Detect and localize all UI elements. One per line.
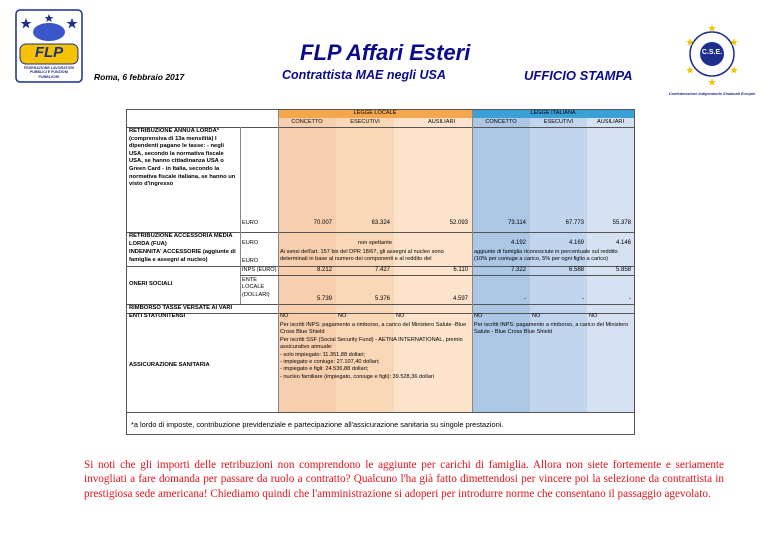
value-retribuzione-it-concetto: 73.114: [508, 220, 526, 226]
value-accessoria-it-ausiliari: 4.146: [615, 240, 631, 246]
table-footnote: *a lordo di imposte, contribuzione previdenziale e partecipazione all'assicurazione sanitaria su singole prestazioni.: [131, 420, 504, 429]
rule-oneri-mid: [240, 275, 634, 276]
value-rimborso-it-ausiliari: NO: [589, 313, 598, 319]
value-oneri-inps-local-esecutivi: 7.427: [374, 267, 390, 273]
office-label: UFFICIO STAMPA: [524, 68, 633, 83]
value-retribuzione-local-concetto: 70.007: [313, 220, 332, 226]
assicurazione-local-text: [280, 322, 470, 381]
page-subtitle: Contrattista MAE negli USA: [282, 68, 446, 82]
row-label-assicurazione: ASSICURAZIONE SANITARIA: [129, 362, 210, 368]
col-header-it-esecutivi: ESECUTIVI: [543, 119, 574, 125]
col-header-it-concetto: CONCETTO: [485, 119, 517, 125]
value-oneri-ente-local-ausiliari: 4.597: [452, 296, 468, 302]
value-rimborso-it-esecutivi: NO: [532, 313, 541, 319]
cse-logo: [664, 6, 760, 102]
assicurazione-local-line-2: Per iscritti SSF (Social Security Fund) - AETNA INTERNATIONAL, premio assicurativo annuale:: [280, 336, 463, 351]
document-date: Roma, 6 febbraio 2017: [94, 72, 185, 82]
row-label-retribuzione: RETRIBUZIONE ANNUA LORDA* (comprensiva di 13a mensilità) I dipendenti pagano le tasse: - negli USA, secondo la normativa fiscale USA, se hanno cittadinanza USA o Green Card - in Italia, secondo la normativa fiscale italiana, se hanno un visto d'ingresso: [129, 128, 236, 188]
value-oneri-inps-it-concetto: 7.322: [510, 267, 526, 273]
flp-logo: [14, 8, 84, 84]
value-retribuzione-local-ausiliari: 52.093: [449, 220, 468, 226]
col-header-local-ausiliari: AUSILIARI: [428, 119, 456, 125]
assicurazione-local-line-4: - impiegato e coniuge: 27.107,40 dollari;: [280, 359, 380, 366]
cse-logo-text: C.S.E.: [701, 49, 723, 56]
assicurazione-local-line-6: - nucleo familiare (impiegato, coniuge e figli): 39.528,36 dollari: [280, 373, 434, 380]
unit-accessoria: EURO: [242, 240, 259, 246]
value-retribuzione-local-esecutivi: 63.324: [371, 220, 390, 226]
col-header-local-esecutivi: ESECUTIVI: [350, 119, 380, 125]
value-retribuzione-it-esecutivi: 67.773: [565, 220, 584, 226]
col-header-local-concetto: CONCETTO: [291, 119, 323, 125]
value-oneri-inps-local-concetto: 8.212: [316, 267, 332, 273]
value-oneri-inps-it-ausiliari: 5.858: [615, 267, 631, 273]
value-accessoria-it-esecutivi: 4.169: [568, 240, 584, 246]
row-label-indennita: INDENNITA' ACCESSORIE (aggiunte di famiglia e assegni al nucleo): [129, 249, 236, 263]
row-label-rimborso: RIMBORSO TASSE VERSATE AI VARI ENTI STATUNITENSI: [129, 305, 233, 319]
assicurazione-local-line-3: - solo impiegato: 11.351,88 dollari;: [280, 351, 366, 358]
unit-retribuzione: EURO: [242, 220, 259, 226]
value-oneri-ente-local-concetto: 5.739: [316, 296, 332, 302]
value-rimborso-local-concetto: NO: [280, 313, 289, 319]
cse-logo-ring-text: Confederazione Indipendente Sindacati Europei: [668, 92, 756, 96]
value-rimborso-local-esecutivi: NO: [338, 313, 347, 319]
col-header-it-ausiliari: AUSILIARI: [596, 119, 625, 125]
unit-oneri-ente-locale: ENTE LOCALE (DOLLARI): [242, 277, 270, 298]
value-indennita-it: aggiunte di famiglia riconosciute in percentuale sul reddito (10% per coniuge a carico, 5% per ogni figlio a carico): [474, 249, 618, 263]
value-accessoria-local: non spettante: [358, 240, 392, 246]
value-oneri-inps-local-ausiliari: 6.110: [453, 267, 468, 273]
assicurazione-local-line-5: - impiegato e figli: 24.536,88 dollari;: [280, 366, 369, 373]
value-oneri-ente-it-concetto: -: [524, 296, 526, 302]
value-indennita-local: Ai sensi dell'art. 157 bis del DPR 18/67, gli assegni al nucleo sono determinati in base al numero dei componenti e al reddito del: [280, 249, 444, 263]
assicurazione-it-text: Per iscritti INPS: pagamento a rimborso, a carico del Ministero Salute - Blue Cross Blue Shield: [474, 322, 629, 336]
value-oneri-ente-local-esecutivi: 5.376: [374, 296, 390, 302]
closing-paragraph: Si noti che gli importi delle retribuzioni non comprendono le aggiunte per carichi di famiglia. Allora non siete fortemente e seriamente invogliati a fare domanda per passare da ruolo a contratto? Qualcuno l'ha già fatto dimettendosi per vincere poi la selezione da contrattista in prestigiosa sede americana! Chiediamo quindi che l'amministrazione si adoperi per introdurre norme che consentano il passaggio agevolato.: [84, 459, 724, 500]
unit-oneri-inps: INPS (EURO): [242, 267, 277, 273]
group-header-local: LEGGE LOCALE: [278, 110, 472, 118]
value-rimborso-local-ausiliari: NO: [396, 313, 405, 319]
flp-logo-text: FLP: [34, 44, 64, 61]
value-rimborso-it-concetto: NO: [474, 313, 483, 319]
value-accessoria-it-concetto: 4.192: [510, 240, 526, 246]
value-oneri-ente-it-ausiliari: -: [629, 296, 631, 302]
row-label-oneri: ONERI SOCIALI: [129, 281, 173, 287]
value-oneri-ente-it-esecutivi: -: [582, 296, 584, 302]
group-header-italian: LEGGE ITALIANA: [472, 110, 634, 118]
value-retribuzione-it-ausiliari: 55.378: [612, 220, 631, 226]
page-title: FLP Affari Esteri: [300, 40, 471, 65]
assicurazione-local-line-1: Per iscritti INPS: pagamento a rimborso, a carico del Ministero Salute -Blue Cross Blue Shield: [280, 322, 467, 336]
value-oneri-inps-it-esecutivi: 6.588: [568, 267, 584, 273]
flp-logo-caption: FEDERAZIONE LAVORATORI PUBBLICI E FUNZIONI PUBBLICHE: [24, 66, 74, 79]
row-label-accessoria: RETRIBUZIONE ACCESSORIA MEDIA LORDA (FUA): [129, 233, 233, 247]
unit-indennita: EURO: [242, 258, 259, 264]
